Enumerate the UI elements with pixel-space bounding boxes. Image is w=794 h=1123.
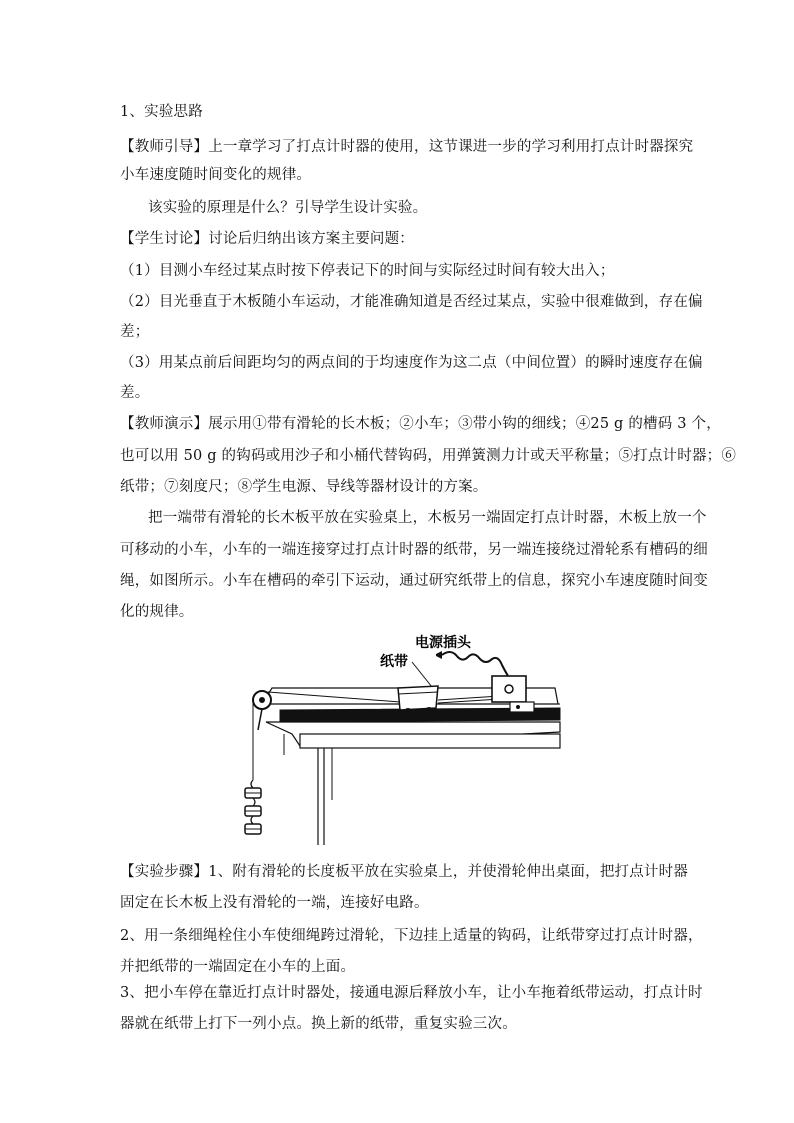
paragraph-line: 【学生讨论】讨论后归纳出该方案主要问题： — [120, 231, 414, 247]
paragraph-line: 该实验的原理是什么？引导学生设计实验。 — [148, 200, 428, 216]
paragraph-line: 纸带；⑦刻度尺；⑧学生电源、导线等器材设计的方案。 — [120, 479, 488, 495]
paragraph-line: 化的规律。 — [120, 604, 194, 620]
power-plug-icon — [436, 651, 442, 659]
paragraph-line: 【教师演示】展示用①带有滑轮的长木板；②小车；③带小钩的细线；④25 g 的槽码 3 个， — [120, 416, 721, 432]
paragraph-line: （2）目光垂直于木板随小车运动，才能准确知道是否经过某点，实验中很难做到，存在偏 — [120, 294, 703, 310]
paragraph-line: 把一端带有滑轮的长木板平放在实验桌上，木板另一端固定打点计时器，木板上放一个 — [148, 510, 707, 526]
step-line: 【实验步骤】1、附有滑轮的长度板平放在实验桌上，并使滑轮伸出桌面，把打点计时器 — [120, 864, 689, 880]
paragraph-line: 也可以用 50 g 的钩码或用沙子和小桶代替钩码，用弹簧测力计或天平称量；⑤打点计时器；⑥ — [120, 448, 737, 464]
paragraph-line: 差。 — [120, 385, 150, 401]
hanging-weights-icon — [245, 780, 261, 834]
step-line: 并把纸带的一端固定在小车的上面。 — [120, 959, 356, 975]
paragraph-line: 小车速度随时间变化的规律。 — [120, 167, 312, 183]
paragraph-line: 【教师引导】上一章学习了打点计时器的使用，这节课进一步的学习利用打点计时器探究 — [120, 139, 694, 155]
paragraph-line: 差； — [120, 324, 150, 340]
paragraph-line: （1）目测小车经过某点时按下停表记下的时间与实际经过时间有较大出入； — [120, 263, 615, 279]
step-line: 2、用一条细绳栓住小车使细绳跨过滑轮，下边挂上适量的钩码，让纸带穿过打点计时器， — [120, 928, 703, 944]
experiment-apparatus-figure — [200, 630, 600, 850]
step-line: 器就在纸带上打下一列小点。换上新的纸带，重复实验三次。 — [120, 1016, 517, 1032]
section-title: 1、实验思路 — [120, 104, 203, 120]
paper-tape-label: 纸带 — [380, 654, 408, 670]
step-line: 3、把小车停在靠近打点计时器处，接通电源后释放小车，让小车拖着纸带运动，打点计时 — [120, 985, 703, 1001]
power-plug-label: 电源插头 — [415, 635, 471, 651]
paragraph-line: 可移动的小车，小车的一端连接穿过打点计时器的纸带，另一端连接绕过滑轮系有槽码的细 — [120, 542, 708, 558]
paragraph-line: （3）用某点前后间距均匀的两点间的于均速度作为这二点（中间位置）的瞬时速度存在偏 — [120, 355, 703, 371]
step-line: 固定在长木板上没有滑轮的一端，连接好电路。 — [120, 895, 429, 911]
table-front — [300, 734, 560, 748]
paragraph-line: 绳，如图所示。小车在槽码的牵引下运动，通过研究纸带上的信息，探究小车速度随时间变 — [120, 573, 708, 589]
